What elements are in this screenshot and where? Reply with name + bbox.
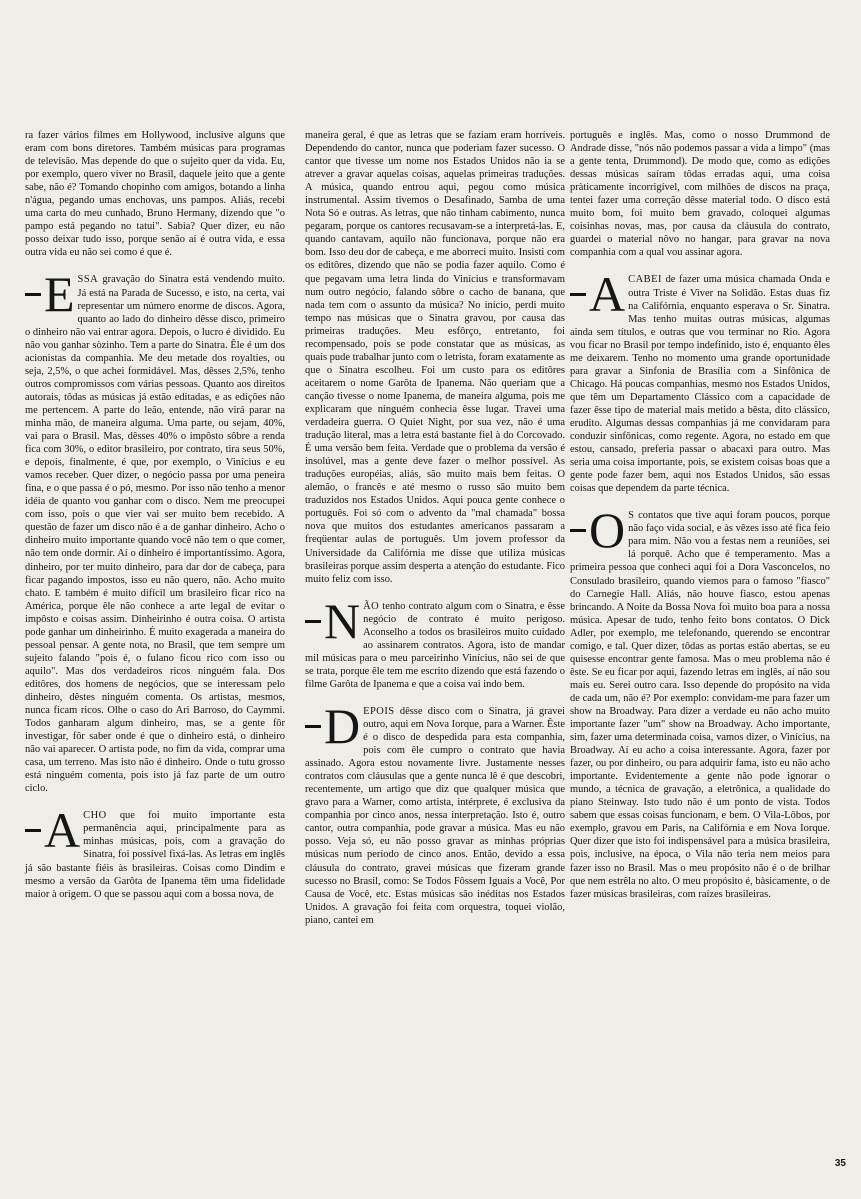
lead-in: CHO [83,810,107,822]
paragraph-text: que foi muito importante esta permanência aqui, principalmente para as minhas músicas, pois, com a gravação do Sinatra, foi possível fixá-las. As letras em inglês já são bastante fiéis às brasileiras. Coisas como Dindim e mesmo a versão da Garôta de Ipanema têm uma fidelidade maior à origem. O que se passou aqui com a bossa nova, de [25,810,285,900]
section-dash [570,529,586,532]
section-paragraph [25,802,285,900]
drop-cap: N [324,592,361,649]
paragraph-text: de fazer uma música chamada Onda e outra Triste é Viver na Solidão. Estas duas fiz na Califórnia, enquanto esperava o Sr. Sinatra. Mas tenho muitas outras músicas, algumas ainda sem títulos, e outras que vou terminar no Rio. Agora vou ficar no Brasil por tempo indefinido, isto é, enquanto êles me deixarem. Tenho no momento uma grande oportunidade para gravar a Sinfonia de Brasília com a Sinfônica de Chicago. Há poucas companhias, mesmo nos Estados Unidos, que têm um Departamento Clássico com a capacidade de fazer êsse tipo de material mais metido a bêsta, dito clássico, erudito. Algumas dessas companhias já me convidaram para conduzir sinfônicas, como regente. Agora, no estado em que estou, cansado, preferia passar o abacaxi para outro. Mas seria uma coisa importante, pois, se existem coisas boas que a gente pode fazer bem, aqui nos Estados Unidos, são essas coisas que dependem da parte técnica. [570,274,830,495]
lead-in: ÃO [363,600,380,612]
paragraph-text: tenho contrato algum com o Sinatra, e êsse negócio de contrato é muito perigoso. Aconselho a todos os brasileiros muito cuidado ao assinarem contratos. Agora, isto de mandar mil músicas para o meu parceirinho Vinícius, não sei de que se trata, porque êle tem me escrito dizendo que está fazendo o filme Garôta de Ipanema e que a coisa vai indo bem. [305,600,565,690]
column-3 [570,129,830,901]
drop-cap: O [589,502,626,559]
drop-cap: A [44,802,81,859]
column-1 [25,129,285,901]
page-number: 35 [834,1158,846,1169]
section-dash [25,829,41,832]
section-paragraph [305,697,565,927]
section-paragraph [570,502,830,900]
lead-in: EPOIS [363,705,395,717]
drop-cap: D [324,697,361,754]
section-dash [305,620,321,623]
section-dash [25,293,41,296]
section-dash [305,725,321,728]
paragraph-text: gravação do Sinatra está vendendo muito. Já está na Parada de Sucesso, e isto, na certa, vai representar um número enorme de discos. Agora, quanto ao lado do dinheiro dêsse disco, primeiro o dinheiro não vai entrar agora. Depois, o lucro é dividido. Eu não vou ganhar sòzinho. Tem a parte do Sinatra. Êle é um dos acionistas da companhia. Me deu metade dos royalties, ou seja, 2,5%, o que achei formidável. Mas, dêsses 2,5%, tenho outros compromissos com várias pessoas. Quanto aos direitos autorais, tôdas as músicas já estão editadas, e as edições não me pertencem. A parte do leão, entende, não virá parar na minha mão, de maneira alguma. Uma parte, ou sejam, 40%, vai para o Brasil. Mas, dêsses 40% o impôsto sôbre a renda fica com 30%, o editor brasileiro, por contrato, tira seus 50%, e depois, finalmente, é que, por exemplo, o Vinícius e eu vamos receber. Quer dizer, o negócio passa por uma peneira fina, e o que passa é o pó, mesmo. Por isso não tenho a menor idéia de quanto vou ganhar com o disco. Nem me preocupei com isso, pois o que vier vai ser muito bem recebido. A questão de fazer um disco não é a de ganhar dinheiro. Acho o dinheiro muito importante quando você não tem o que comer, não tem onde dormir. Aí o dinheiro é importantíssimo. Agora, dinheiro, por ter muito dinheiro, para dar dor de cabeça, para ficar pagando impostos, isso eu não quero, não. Acho muito chato. E também é muito difícil um brasileiro ficar rico na América, porque êle não conhece a arte legal de evitar o impôsto e coisas assim. Dinheirinho é outra coisa. O artista pode ganhar um dinheirinho. É muito exagerada a maneira do pessoal pensar. A gente nota, no Brasil, que tem sempre um sujeito falando "pois é, o fulano ficou rico com isso ou aquilo". Mas dos verdadeiros ricos ninguém fala. Dos editôres, dos homens de negócios, que se interessam pelo dinheiro, dêstes ninguém comenta. Os artistas, mesmos, nunca ficam ricos. Olhe o caso do Ari Barroso, do Caymmi. Todos ganharam algum dinheiro, mas, se a gente fôr investigar, fôr saber onde é que o dinheiro está, o dinheiro não vai aparecer. O artista pode, no fim da vida, comprar uma casa, um terreno. Mas isto não é dinheiro. Onde o tutu grosso está ninguém comenta, pois isto já faz parte de um outro ciclo. [25,274,285,795]
drop-cap: E [44,266,75,323]
lead-in: CABEI [628,274,662,286]
paragraph-text: dêsse disco com o Sinatra, já gravei outro, aqui em Nova Iorque, para a Warner. Êste é o disco de despedida para esta companhia, pois com êle cumpro o contrato que havia assinado. Agora estou novamente livre. Justamente nesses contratos com cláusulas que a gente nunca lê é que descobri, recentemente, um artigo que diz que qualquer música que gravo para a Warner, como artista, intérprete, é exclusiva da companhia por cinco anos, nessa interpretação. Isto é, outro cantor, outra companhia, pode gravar a música. Mas eu não posso. Veja só, eu não posso gravar as minhas próprias músicas num período de cinco anos. Então, devido a essa cláusula do contrato, gravei músicas que fizeram grande sucesso no Brasil, como: Se Todos Fôssem Iguais a Você, Por Causa de Você, etc. Estas músicas são inéditas nos Estados Unidos. A gravação foi feita com orquestra, toquei violão, piano, cantei em [305,705,565,926]
paragraph: português e inglês. Mas, como o nosso Drummond de Andrade disse, "nós não podemos passar a vida a limpo" (mas a gente tenta, Drummond). De modo que, como as edições dessas músicas saíram tôdas erradas aqui, uma coisa pràticamente incorrigível, com milhões de discos na praça, tentei fazer uma correção dêsse material todo. O disco está muito bom, foi muito bem gravado, coloquei algumas coisinhas novas, mas, por causa da cláusula do contrato, guardei o material nôvo no hangar, para gravar na nova companhia com a qual vou assinar agora. [570,130,830,259]
section-dash [570,293,586,296]
section-paragraph [570,266,830,495]
paragraph: ra fazer vários filmes em Hollywood, inclusive alguns que eram com bons diretores. Também músicas para programas de televisão. Mas depende do que o sujeito quer da vida. Eu, por exemplo, quero viver no Brasil, daquele jeito que a gente sabe, não é? Tomando chopinho com amigos, botando a linha n'água, pegando umas enchovas, uns pampos. Aliás, recebi uma carta do meu cunhado, Bruno Hermany, dizendo que "o pampo está pegando no tatui". Sabia? Quer dizer, eu não posso deixar tudo isso, porque senão aí é outra vida, e essa outra vida eu não sei como é que é. [25,130,285,259]
paragraph: maneira geral, é que as letras que se faziam eram horríveis. Dependendo do cantor, nunca que poderiam fazer sucesso. O cantor que tivesse um nome nos Estados Unidos não ia se atrever a gravar aquelas coisas, aquelas primeiras traduções. A música, quando entrou aqui, pegou como música instrumental. Assim tivemos o Desafinado, Samba de uma Nota Só e outras. As letras, que não tinham cabimento, nunca pegaram, porque os cantores recusavam-se a interpretá-las. E, quando cantavam, aquilo não funcionava, porque não era bom. Isso deu dor de cabeça, e me aborreci muito. Insisti com os editôres, dizendo que não se podia fazer aquilo. Como é que pegavam uma letra linda do Vinícius e transformavam num outro negócio, falando sôbre o cacho de banana, que nada tem com o assunto da música? No início, perdi muito tempo nas músicas que o Sinatra gravou, por causa das primeiras traduções. Meu esfôrço, entretanto, foi recompensado, pois se pode constatar que as músicas, as quais pude trabalhar junto com o letrista, foram exatamente as que o Sinatra escolheu. Foi um custo para os editôres aceitarem o nome Garôta de Ipanema. Não queriam que a canção tivesse o nome Ipanema, de maneira alguma, pois me explicaram que ninguém conhecia êsse lugar. Travei uma verdadeira guerra. O Quiet Night, por sua vez, não é uma tradução literal, mas a letra está bastante fiel à do Corcovado. É uma versão bem feita. Verdade que o problema da versão é insolúvel, mas a gente deve fazer o melhor possível. As traduções européias, aliás, são muito mais bem feitas. O alemão, o francês e até mesmo o russo são muito bem traduzidos nos Estados Unidos. Aqui pouca gente conhece o português. Foi só com o advento da "mal chamada" bossa nova que muitos dos estudantes americanos passaram a freqüentar aulas de português. Um jovem professor da Universidade da Califórnia me disse que utiliza músicas brasileiras porque assim desperta a atenção do estudante. Fico muito feliz com isso. [305,130,565,585]
lead-in: SSA [77,274,99,286]
section-paragraph [25,266,285,795]
column-2 [305,129,565,927]
lead-in: S [628,510,635,522]
section-paragraph [305,592,565,691]
drop-cap: A [589,266,626,323]
paragraph-text: contatos que tive aqui foram poucos, porque não faço vida social, e às vêzes isso até fica feio para mim. Não vou a festas nem a reuniões, sei lá porquê. Acho que é temperamento. Mas a primeira pessoa que conheci aqui foi a Dora Vasconcelos, no Consulado brasileiro, quando viemos para o famoso "fiasco" do Carnegie Hall. Aliás, não houve fiasco, estou apenas brincando. A Noite da Bossa Nova foi muito boa para a nossa música. Apesar de tudo, tenho feito bons contatos. O Dick Adler, por exemplo, me telefonando, querendo se encontrar comigo, e tal. Quer dizer, tôdas as portas estão abertas, se eu quisesse encontrar gente famosa. Mas o meu problema não é êste. Se eu ficar por aqui, fazendo letras em inglês, aí não sou mais eu. Serei outro cara. Isso depende do propósito na vida de cada um, não é? Por exemplo: convidam-me para fazer um show na Broadway. Para dizer a verdade eu não acho muito importante fazer "um" show na Broadway. Acho importante, sim, fazer uma determinada coisa, vamos dizer, o Vinícius, na Broadway. Aí eu acho a coisa interessante. Agora, fazer por fazer, ou por dinheiro, ou para adquirir fama, isto eu não acho importante. Evidentemente a gente não pode ignorar o mundo, a técnica de gravação, a eletrônica, a qualidade do piano Steinway. Isto tudo não é um ponto de vista. Todos sabem que essas coisas funcionam, e bem. O Vila-Lôbos, por exemplo, gravou em Paris, na Califórnia e em Nova Iorque. Quer dizer que isto foi indispensável para a música brasileira, pois, inclusive, na época, o Vila não teria nem meios para fazer isso no Brasil. Mas o meu propósito não é o de brilhar que nem estrêla no alto. O meu propósito é, bàsicamente, o de fazer músicas brasileiras, com raízes brasileiras. [570,510,830,900]
